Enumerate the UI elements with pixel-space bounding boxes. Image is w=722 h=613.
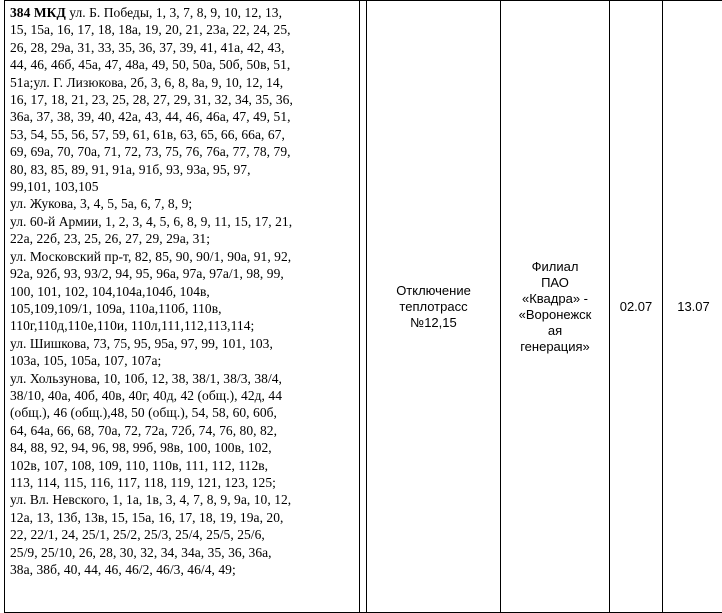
address-line: 103а, 105, 105а, 107, 107а; [10,353,162,369]
address-line: 384 МКД ул. Б. Победы, 1, 3, 7, 8, 9, 10, 12, 13, [10,5,282,20]
address-line: 53, 54, 55, 56, 57, 59, 61, 61в, 63, 65, 66, 66а, 67, [10,126,285,142]
address-line: 26, 28, 29а, 31, 33, 35, 36, 37, 39, 41, 41а, 42, 43, [10,39,285,55]
organization-cell [501,1,610,613]
end-date-cell: 13.07 [663,1,722,613]
address-line: 113, 114, 115, 116, 117, 118, 119, 121, 123, 125; [10,474,276,490]
spacer-cell [360,1,367,613]
organization-line: Филиал [531,258,579,274]
address-line: ул. Московский пр-т, 82, 85, 90, 90/1, 90а, 91, 92, [10,248,292,264]
organization-line: ая [547,322,563,338]
address-line: 84, 88, 92, 94, 96, 98, 99б, 98в, 100, 100в, 102, [10,440,272,456]
table-row [5,1,722,613]
address-line: 36а, 37, 38, 39, 40, 42а, 43, 44, 46, 46а, 47, 49, 51, [10,109,291,125]
organization-line: «Квадра» - [521,290,588,306]
address-line: 92а, 92б, 93, 93/2, 94, 95, 96а, 97а, 97а/1, 98, 99, [10,266,284,282]
address-line: 51а;ул. Г. Лизюкова, 2б, 3, 6, 8, 8а, 9, 10, 12, 14, [10,74,284,90]
building-count: 384 МКД [10,5,66,20]
address-line: ул. 60-й Армии, 1, 2, 3, 4, 5, 6, 8, 9, 11, 15, 17, 21, [10,213,293,229]
address-line: 99,101, 103,105 [10,179,99,195]
outage-table [4,0,722,613]
address-line: 105,109,109/1, 109а, 110а,110б, 110в, [10,300,222,316]
address-line: ул. Жукова, 3, 4, 5, 5а, 6, 7, 8, 9; [10,196,193,212]
reason-cell [367,1,501,613]
organization-line: «Воронежск [518,306,592,322]
address-line: 64, 64а, 66, 68, 70а, 72, 72а, 72б, 74, 76, 80, 82, [10,422,278,438]
start-date-cell: 02.07 [610,1,663,613]
address-line: 22, 22/1, 24, 25/1, 25/2, 25/3, 25/4, 25/5, 25/6, [10,527,265,543]
address-line: 25/9, 25/10, 26, 28, 30, 32, 34, 34а, 35, 36, 36а, [10,544,272,560]
address-line: 102в, 107, 108, 109, 110, 110в, 111, 112, 112в, [10,457,269,473]
address-line: ул. Шишкова, 73, 75, 95, 95а, 97, 99, 101, 103, [10,335,273,351]
address-line: 69, 69а, 70, 70а, 71, 72, 73, 75, 76, 76а, 77, 78, 79, [10,144,291,160]
address-line: 15, 15а, 16, 17, 18, 18а, 19, 20, 21, 23а, 22, 24, 25, [10,22,291,38]
reason-line: теплотрасс [399,298,468,314]
address-line: 16, 17, 18, 21, 23, 25, 28, 27, 29, 31, 32, 34, 35, 36, [10,92,293,108]
reason-line: №12,15 [410,314,457,330]
address-line: ул. Хользунова, 10, 10б, 12, 38, 38/1, 38/3, 38/4, [10,370,282,386]
address-line: (общ.), 46 (общ.),48, 50 (общ.), 54, 58, 60, 60б, [10,405,277,421]
address-line: ул. Вл. Невского, 1, 1а, 1в, 3, 4, 7, 8, 9, 9а, 10, 12, [10,492,292,508]
organization-line: генерация» [520,338,590,354]
address-line: 80, 83, 85, 89, 91, 91а, 91б, 93, 93а, 95, 97, [10,161,251,177]
address-cell [5,1,360,613]
address-line: 100, 101, 102, 104,104а,104б, 104в, [10,283,210,299]
reason-line: Отключение [396,282,471,298]
address-line: 38/10, 40а, 40б, 40в, 40г, 40д, 42 (общ.), 42д, 44 [10,387,282,403]
address-line: 38а, 38б, 40, 44, 46, 46/2, 46/3, 46/4, 49; [10,562,236,577]
address-line: 110г,110д,110е,110и, 110л,111,112,113,114; [10,318,255,334]
address-line: 12а, 13, 13б, 13в, 15, 15а, 16, 17, 18, 19, 19а, 20, [10,509,284,525]
address-line: 44, 46, 46б, 45а, 47, 48а, 49, 50, 50а, 50б, 50в, 51, [10,57,291,73]
address-line: 22а, 22б, 23, 25, 26, 27, 29, 29а, 31; [10,231,211,247]
organization-line: ПАО [541,274,569,290]
